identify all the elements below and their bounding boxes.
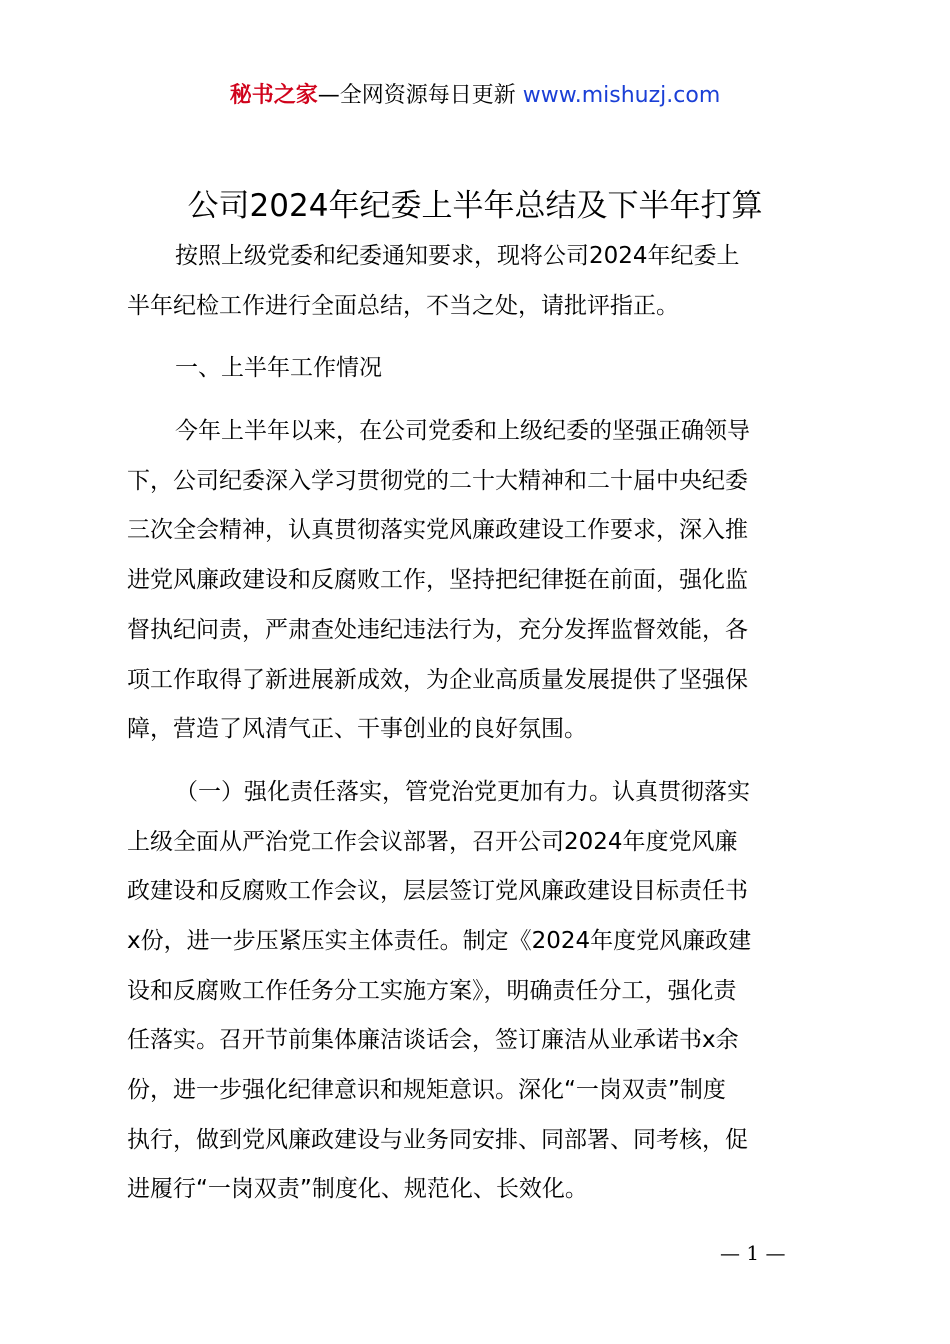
text-line: 一、上半年工作情况	[175, 355, 382, 382]
text-line: 执行，做到党风廉政建设与业务同安排、同部署、同考核，促	[127, 1126, 748, 1153]
text-line: 任落实。召开节前集体廉洁谈话会，签订廉洁从业承诺书x余	[127, 1027, 739, 1054]
text-line: 政建设和反腐败工作会议，层层签订党风廉政建设目标责任书	[127, 878, 748, 905]
brand-name: 秘书之家	[229, 83, 318, 108]
site-url-link[interactable]: www.mishuzj.com	[522, 83, 721, 108]
text-line: 半年纪检工作进行全面总结，不当之处，请批评指正。	[127, 292, 679, 319]
text-line: x份，进一步压紧压实主体责任。制定《2024年度党风廉政建	[127, 927, 752, 954]
text-line: 三次全会精神，认真贯彻落实党风廉政建设工作要求，深入推	[127, 517, 748, 544]
text-line: 设和反腐败工作任务分工实施方案》，明确责任分工，强化责	[127, 977, 737, 1004]
paragraph	[127, 768, 833, 1215]
site-header	[0, 80, 950, 112]
document-title: 公司2024年纪委上半年总结及下半年打算	[187, 188, 763, 224]
paragraph	[127, 232, 833, 331]
text-line: 按照上级党委和纪委通知要求，现将公司2024年纪委上	[175, 243, 740, 269]
document-body	[127, 232, 833, 1215]
text-line: 进党风廉政建设和反腐败工作，坚持把纪律挺在前面，强化监	[127, 567, 748, 594]
section-heading	[127, 344, 833, 394]
text-line: 上级全面从严治党工作会议部署，召开公司2024年度党风廉	[127, 828, 738, 855]
text-line: （一）强化责任落实，管党治党更加有力。认真贯彻落实	[175, 778, 750, 805]
header-tagline: —全网资源每日更新	[317, 83, 516, 108]
page-number: — 1 —	[720, 1241, 786, 1265]
text-line: 下，公司纪委深入学习贯彻党的二十大精神和二十届中央纪委	[127, 467, 748, 494]
text-line: 今年上半年以来，在公司党委和上级纪委的坚强正确领导	[175, 418, 750, 445]
text-line: 进履行“一岗双责”制度化、规范化、长效化。	[127, 1176, 588, 1203]
text-line: 份，进一步强化纪律意识和规矩意识。深化“一岗双责”制度	[127, 1077, 726, 1103]
text-line: 督执纪问责，严肃查处违纪违法行为，充分发挥监督效能，各	[127, 616, 748, 643]
text-line: 项工作取得了新进展新成效，为企业高质量发展提供了坚强保	[127, 666, 748, 693]
text-line: 障，营造了风清气正、干事创业的良好氛围。	[127, 716, 587, 743]
paragraph	[127, 407, 833, 755]
